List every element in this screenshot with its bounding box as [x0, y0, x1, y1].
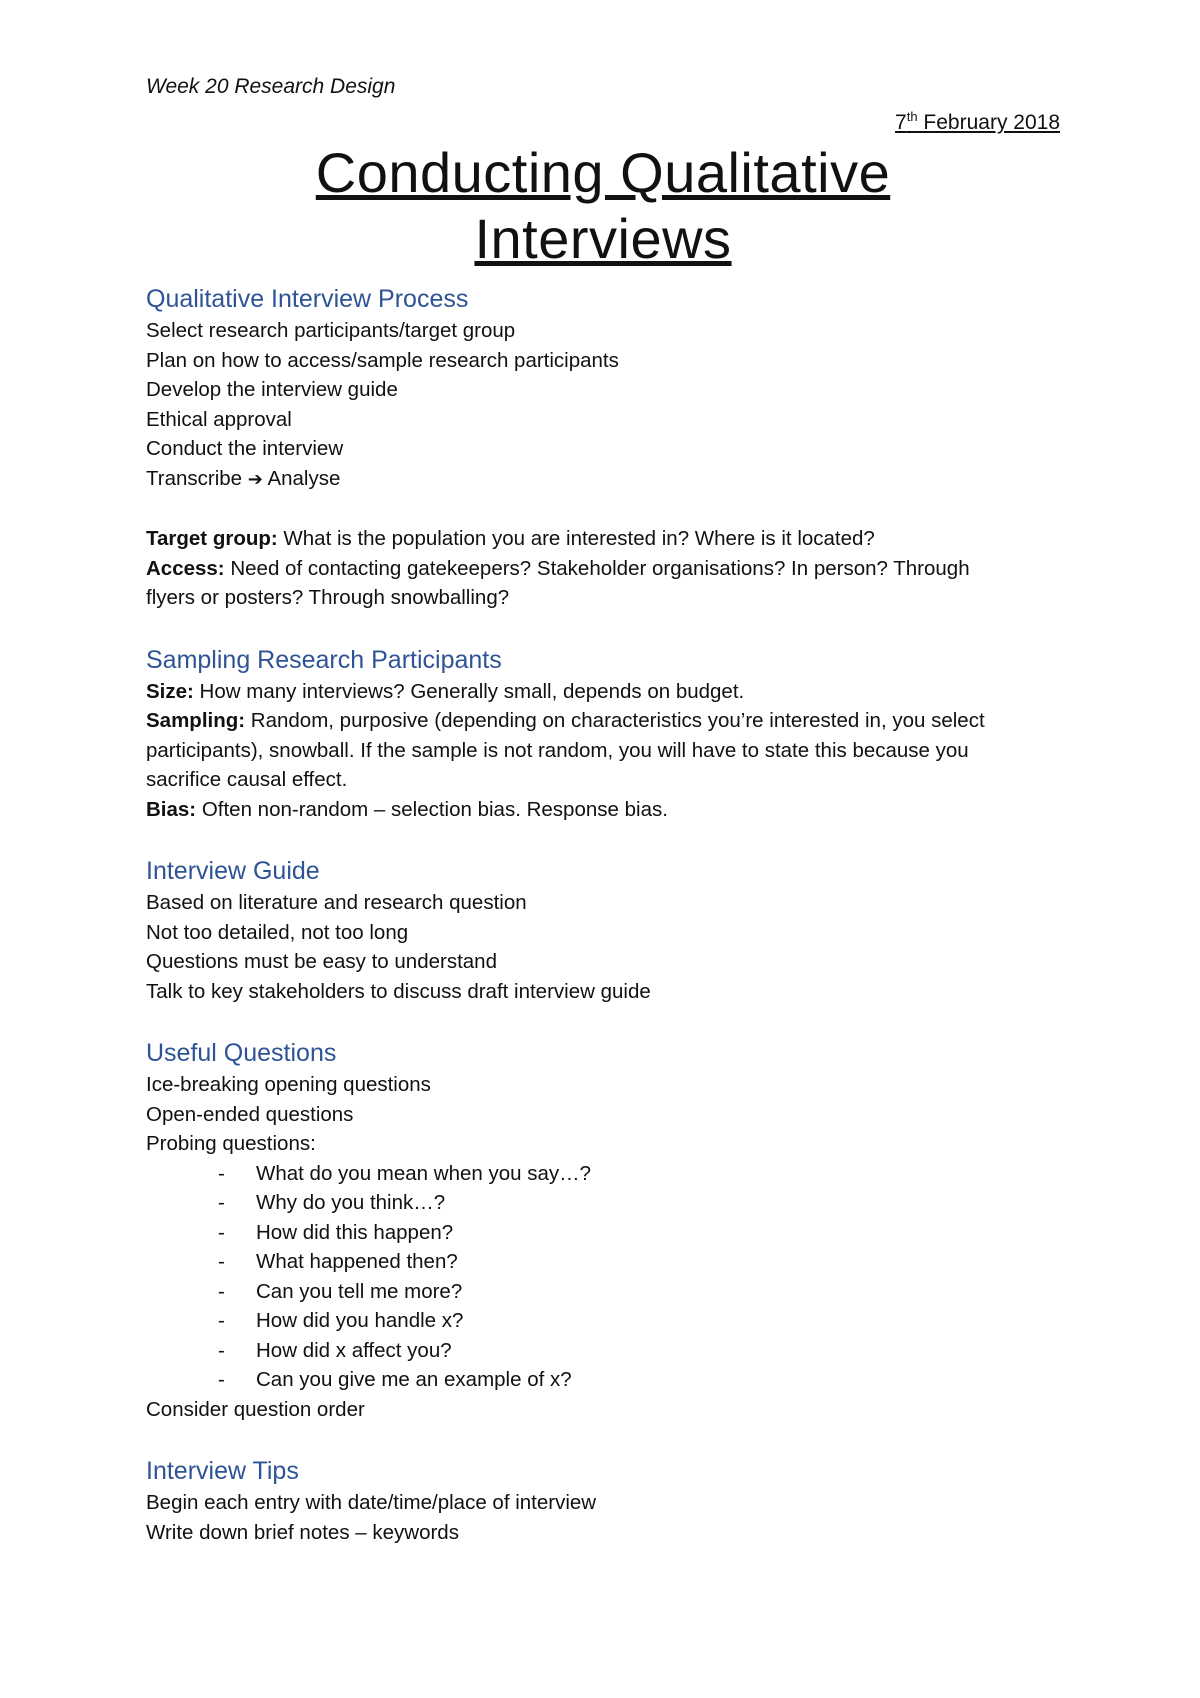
list-item: - What do you mean when you say…? [218, 1159, 1060, 1189]
target-group-paragraph: Target group: What is the population you are interested in? Where is it located? [146, 527, 875, 550]
dash-bullet: - [218, 1338, 225, 1362]
section-heading: Useful Questions [146, 1039, 337, 1067]
section-useful-questions [146, 1036, 1060, 1424]
list-item: Based on literature and research question [146, 891, 527, 914]
list-item: - Can you tell me more? [218, 1277, 1060, 1307]
list-item: Ice-breaking opening questions [146, 1073, 431, 1096]
access-paragraph-continued: flyers or posters? Through snowballing? [146, 586, 510, 609]
list-item: - Can you give me an example of x? [218, 1365, 1060, 1395]
dash-bullet: - [218, 1250, 225, 1273]
list-item: Questions must be easy to understand [146, 950, 497, 973]
list-item: - What happened then? [218, 1247, 1060, 1277]
section-interview-guide [146, 854, 1060, 1006]
section-interview-tips [146, 1454, 1060, 1547]
list-item: - Why do you think…? [218, 1188, 1060, 1218]
bias-paragraph: Bias: Often non-random – selection bias. Response bias. [146, 797, 668, 821]
page-title: Conducting Qualitative Interviews [315, 141, 891, 270]
dash-bullet: - [218, 1220, 225, 1244]
document-date: 7th February 2018 [895, 109, 1060, 134]
section-heading: Qualitative Interview Process [146, 285, 469, 313]
dash-bullet: - [218, 1191, 225, 1214]
probing-questions-list [146, 1159, 1060, 1395]
list-item: Begin each entry with date/time/place of interview [146, 1491, 597, 1514]
list-item: Consider question order [146, 1397, 365, 1421]
dash-bullet: - [218, 1309, 225, 1332]
list-item: Develop the interview guide [146, 378, 398, 401]
list-item: - How did x affect you? [218, 1336, 1060, 1366]
section-interview-process [146, 282, 1060, 613]
course-header: Week 20 Research Design [146, 75, 396, 98]
list-item: Conduct the interview [146, 437, 344, 460]
dash-bullet: - [218, 1279, 225, 1303]
arrow-right-icon: ➔ [247, 468, 263, 489]
list-item: Plan on how to access/sample research participants [146, 348, 619, 372]
list-item: - How did this happen? [218, 1218, 1060, 1248]
list-item: Transcribe ➔ Analyse [146, 466, 341, 490]
list-item: Not too detailed, not too long [146, 920, 409, 944]
list-item: Open-ended questions [146, 1102, 354, 1126]
section-heading: Sampling Research Participants [146, 645, 502, 674]
list-item: Write down brief notes – keywords [146, 1520, 459, 1544]
size-paragraph: Size: How many interviews? Generally small, depends on budget. [146, 679, 745, 703]
sampling-paragraph-continued: sacrifice causal effect. [146, 768, 348, 791]
section-heading: Interview Guide [146, 857, 320, 885]
sampling-paragraph-continued: participants), snowball. If the sample is not random, you will have to state this because you [146, 738, 969, 762]
list-item: - How did you handle x? [218, 1306, 1060, 1336]
section-heading: Interview Tips [146, 1457, 299, 1485]
list-item: Select research participants/target group [146, 319, 516, 342]
list-item: Ethical approval [146, 407, 292, 431]
dash-bullet: - [218, 1368, 225, 1391]
list-item: Probing questions: [146, 1132, 316, 1155]
dash-bullet: - [218, 1161, 225, 1185]
list-item: Talk to key stakeholders to discuss draft interview guide [146, 979, 651, 1003]
sampling-paragraph: Sampling: Random, purposive (depending on characteristics you’re interested in, you select [146, 709, 985, 732]
section-sampling [146, 643, 1060, 825]
access-paragraph: Access: Need of contacting gatekeepers? Stakeholder organisations? In person? Through [146, 556, 970, 580]
